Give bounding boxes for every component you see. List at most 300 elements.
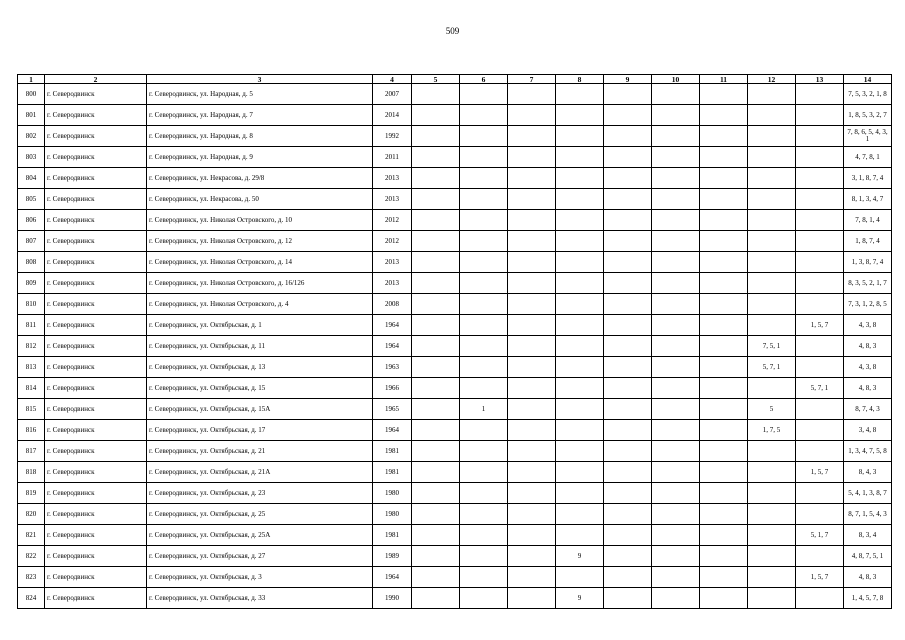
col11-cell — [700, 147, 748, 168]
col13-cell — [796, 105, 844, 126]
col13-cell — [796, 504, 844, 525]
col9-cell — [604, 252, 652, 273]
col12-cell — [748, 273, 796, 294]
table-header-row — [18, 75, 892, 84]
col14-cell: 3, 4, 8 — [844, 420, 892, 441]
settlement-cell: г. Северодвинск — [45, 441, 147, 462]
col7-cell — [508, 147, 556, 168]
row-number: 823 — [18, 567, 45, 588]
col12-cell — [748, 126, 796, 147]
column-header: 4 — [373, 75, 412, 84]
col8-cell — [556, 147, 604, 168]
col13-cell — [796, 84, 844, 105]
col9-cell — [604, 147, 652, 168]
col11-cell — [700, 231, 748, 252]
col9-cell — [604, 336, 652, 357]
address-cell: г. Северодвинск, ул. Октябрьская, д. 13 — [147, 357, 373, 378]
year-cell: 2013 — [373, 252, 412, 273]
col6-cell — [460, 567, 508, 588]
col11-cell — [700, 378, 748, 399]
col7-cell — [508, 504, 556, 525]
col7-cell — [508, 189, 556, 210]
col14-cell: 5, 4, 1, 3, 8, 7 — [844, 483, 892, 504]
year-cell: 2013 — [373, 168, 412, 189]
col6-cell — [460, 189, 508, 210]
year-cell: 2014 — [373, 105, 412, 126]
col7-cell — [508, 441, 556, 462]
address-cell: г. Северодвинск, ул. Народная, д. 8 — [147, 126, 373, 147]
col12-cell — [748, 567, 796, 588]
settlement-cell: г. Северодвинск — [45, 462, 147, 483]
col5-cell — [412, 357, 460, 378]
year-cell: 2013 — [373, 189, 412, 210]
year-cell: 1992 — [373, 126, 412, 147]
col7-cell — [508, 525, 556, 546]
address-cell: г. Северодвинск, ул. Октябрьская, д. 17 — [147, 420, 373, 441]
col6-cell — [460, 483, 508, 504]
col9-cell — [604, 525, 652, 546]
col5-cell — [412, 525, 460, 546]
col6-cell — [460, 105, 508, 126]
col11-cell — [700, 105, 748, 126]
col12-cell — [748, 210, 796, 231]
settlement-cell: г. Северодвинск — [45, 588, 147, 609]
col14-cell: 4, 8, 7, 5, 1 — [844, 546, 892, 567]
col12-cell — [748, 588, 796, 609]
table-row — [18, 378, 892, 399]
year-cell: 2011 — [373, 147, 412, 168]
col5-cell — [412, 84, 460, 105]
col7-cell — [508, 378, 556, 399]
col5-cell — [412, 315, 460, 336]
col8-cell — [556, 378, 604, 399]
table-row — [18, 126, 892, 147]
col6-cell — [460, 294, 508, 315]
col14-cell: 8, 7, 4, 3 — [844, 399, 892, 420]
col10-cell — [652, 462, 700, 483]
row-number: 824 — [18, 588, 45, 609]
col11-cell — [700, 546, 748, 567]
col9-cell — [604, 588, 652, 609]
table-row — [18, 294, 892, 315]
col14-cell: 7, 3, 1, 2, 8, 5 — [844, 294, 892, 315]
col10-cell — [652, 378, 700, 399]
col11-cell — [700, 168, 748, 189]
col8-cell — [556, 399, 604, 420]
col5-cell — [412, 147, 460, 168]
row-number: 819 — [18, 483, 45, 504]
settlement-cell: г. Северодвинск — [45, 504, 147, 525]
year-cell: 2012 — [373, 210, 412, 231]
col12-cell — [748, 189, 796, 210]
col11-cell — [700, 567, 748, 588]
settlement-cell: г. Северодвинск — [45, 483, 147, 504]
table-row — [18, 462, 892, 483]
row-number: 801 — [18, 105, 45, 126]
address-cell: г. Северодвинск, ул. Николая Островского, д. 4 — [147, 294, 373, 315]
col14-cell: 8, 3, 4 — [844, 525, 892, 546]
row-number: 805 — [18, 189, 45, 210]
col5-cell — [412, 105, 460, 126]
year-cell: 1980 — [373, 504, 412, 525]
col14-cell: 1, 8, 5, 3, 2, 7 — [844, 105, 892, 126]
col13-cell — [796, 441, 844, 462]
col11-cell — [700, 462, 748, 483]
col10-cell — [652, 294, 700, 315]
col6-cell — [460, 462, 508, 483]
col12-cell — [748, 147, 796, 168]
col8-cell — [556, 336, 604, 357]
table-row — [18, 525, 892, 546]
col10-cell — [652, 399, 700, 420]
address-cell: г. Северодвинск, ул. Октябрьская, д. 11 — [147, 336, 373, 357]
col12-cell — [748, 84, 796, 105]
row-number: 810 — [18, 294, 45, 315]
col11-cell — [700, 504, 748, 525]
col13-cell — [796, 210, 844, 231]
col10-cell — [652, 210, 700, 231]
col10-cell — [652, 168, 700, 189]
col5-cell — [412, 441, 460, 462]
settlement-cell: г. Северодвинск — [45, 210, 147, 231]
col6-cell — [460, 504, 508, 525]
col9-cell — [604, 294, 652, 315]
year-cell: 1990 — [373, 588, 412, 609]
col8-cell — [556, 231, 604, 252]
address-cell: г. Северодвинск, ул. Народная, д. 9 — [147, 147, 373, 168]
col12-cell — [748, 315, 796, 336]
row-number: 820 — [18, 504, 45, 525]
table-row — [18, 357, 892, 378]
col13-cell — [796, 357, 844, 378]
address-cell: г. Северодвинск, ул. Октябрьская, д. 27 — [147, 546, 373, 567]
col5-cell — [412, 336, 460, 357]
col9-cell — [604, 84, 652, 105]
column-header: 7 — [508, 75, 556, 84]
col5-cell — [412, 210, 460, 231]
year-cell: 2008 — [373, 294, 412, 315]
col7-cell — [508, 483, 556, 504]
col6-cell — [460, 420, 508, 441]
col11-cell — [700, 483, 748, 504]
row-number: 802 — [18, 126, 45, 147]
col9-cell — [604, 231, 652, 252]
col8-cell — [556, 189, 604, 210]
col14-cell: 4, 8, 3 — [844, 336, 892, 357]
col8-cell — [556, 462, 604, 483]
row-number: 821 — [18, 525, 45, 546]
col7-cell — [508, 231, 556, 252]
settlement-cell: г. Северодвинск — [45, 546, 147, 567]
address-cell: г. Северодвинск, ул. Некрасова, д. 29/8 — [147, 168, 373, 189]
row-number: 811 — [18, 315, 45, 336]
settlement-cell: г. Северодвинск — [45, 231, 147, 252]
col13-cell: 1, 5, 7 — [796, 315, 844, 336]
col14-cell: 1, 3, 8, 7, 4 — [844, 252, 892, 273]
year-cell: 2013 — [373, 273, 412, 294]
col5-cell — [412, 504, 460, 525]
col9-cell — [604, 189, 652, 210]
column-header: 9 — [604, 75, 652, 84]
col12-cell — [748, 252, 796, 273]
col14-cell: 4, 3, 8 — [844, 357, 892, 378]
col13-cell — [796, 231, 844, 252]
col12-cell — [748, 504, 796, 525]
col6-cell — [460, 378, 508, 399]
col14-cell: 7, 5, 3, 2, 1, 8 — [844, 84, 892, 105]
col11-cell — [700, 588, 748, 609]
col8-cell — [556, 420, 604, 441]
col12-cell — [748, 483, 796, 504]
settlement-cell: г. Северодвинск — [45, 315, 147, 336]
col6-cell — [460, 441, 508, 462]
col14-cell: 7, 8, 1, 4 — [844, 210, 892, 231]
col11-cell — [700, 294, 748, 315]
col12-cell: 5, 7, 1 — [748, 357, 796, 378]
col7-cell — [508, 210, 556, 231]
col9-cell — [604, 357, 652, 378]
settlement-cell: г. Северодвинск — [45, 147, 147, 168]
col9-cell — [604, 462, 652, 483]
address-cell: г. Северодвинск, ул. Октябрьская, д. 1 — [147, 315, 373, 336]
address-cell: г. Северодвинск, ул. Николая Островского, д. 10 — [147, 210, 373, 231]
address-cell: г. Северодвинск, ул. Народная, д. 5 — [147, 84, 373, 105]
year-cell: 1964 — [373, 567, 412, 588]
col11-cell — [700, 252, 748, 273]
year-cell: 1989 — [373, 546, 412, 567]
col10-cell — [652, 126, 700, 147]
table-row — [18, 588, 892, 609]
col13-cell — [796, 483, 844, 504]
settlement-cell: г. Северодвинск — [45, 126, 147, 147]
col13-cell: 5, 7, 1 — [796, 378, 844, 399]
col12-cell — [748, 231, 796, 252]
table-row — [18, 336, 892, 357]
table-row — [18, 483, 892, 504]
col5-cell — [412, 483, 460, 504]
col9-cell — [604, 105, 652, 126]
settlement-cell: г. Северодвинск — [45, 168, 147, 189]
column-header: 5 — [412, 75, 460, 84]
col13-cell — [796, 273, 844, 294]
col5-cell — [412, 231, 460, 252]
col11-cell — [700, 273, 748, 294]
col6-cell — [460, 336, 508, 357]
table-row — [18, 441, 892, 462]
address-cell: г. Северодвинск, ул. Октябрьская, д. 21 — [147, 441, 373, 462]
year-cell: 1966 — [373, 378, 412, 399]
col13-cell — [796, 147, 844, 168]
settlement-cell: г. Северодвинск — [45, 84, 147, 105]
col5-cell — [412, 462, 460, 483]
column-header: 10 — [652, 75, 700, 84]
year-cell: 1981 — [373, 462, 412, 483]
address-cell: г. Северодвинск, ул. Октябрьская, д. 33 — [147, 588, 373, 609]
year-cell: 1981 — [373, 525, 412, 546]
col9-cell — [604, 273, 652, 294]
col5-cell — [412, 168, 460, 189]
row-number: 808 — [18, 252, 45, 273]
col14-cell: 4, 8, 3 — [844, 567, 892, 588]
row-number: 807 — [18, 231, 45, 252]
address-cell: г. Северодвинск, ул. Николая Островского, д. 12 — [147, 231, 373, 252]
col10-cell — [652, 525, 700, 546]
col14-cell: 1, 8, 7, 4 — [844, 231, 892, 252]
col6-cell — [460, 147, 508, 168]
col10-cell — [652, 588, 700, 609]
col10-cell — [652, 84, 700, 105]
row-number: 800 — [18, 84, 45, 105]
col12-cell — [748, 294, 796, 315]
col6-cell — [460, 126, 508, 147]
col6-cell — [460, 273, 508, 294]
col10-cell — [652, 147, 700, 168]
col10-cell — [652, 315, 700, 336]
col6-cell — [460, 546, 508, 567]
col8-cell — [556, 357, 604, 378]
settlement-cell: г. Северодвинск — [45, 273, 147, 294]
table-row — [18, 420, 892, 441]
col5-cell — [412, 588, 460, 609]
col13-cell: 1, 5, 7 — [796, 462, 844, 483]
col10-cell — [652, 189, 700, 210]
col13-cell — [796, 126, 844, 147]
address-cell: г. Северодвинск, ул. Некрасова, д. 50 — [147, 189, 373, 210]
col6-cell — [460, 588, 508, 609]
col6-cell — [460, 210, 508, 231]
row-number: 806 — [18, 210, 45, 231]
col7-cell — [508, 588, 556, 609]
col9-cell — [604, 315, 652, 336]
col14-cell: 4, 7, 8, 1 — [844, 147, 892, 168]
col14-cell: 1, 4, 5, 7, 8 — [844, 588, 892, 609]
col9-cell — [604, 420, 652, 441]
settlement-cell: г. Северодвинск — [45, 252, 147, 273]
settlement-cell: г. Северодвинск — [45, 336, 147, 357]
col12-cell: 5 — [748, 399, 796, 420]
table-row — [18, 252, 892, 273]
col14-cell: 4, 3, 8 — [844, 315, 892, 336]
col5-cell — [412, 252, 460, 273]
col9-cell — [604, 483, 652, 504]
settlement-cell: г. Северодвинск — [45, 357, 147, 378]
col12-cell — [748, 546, 796, 567]
year-cell: 1964 — [373, 336, 412, 357]
table-row — [18, 168, 892, 189]
col10-cell — [652, 231, 700, 252]
col7-cell — [508, 273, 556, 294]
col8-cell — [556, 210, 604, 231]
settlement-cell: г. Северодвинск — [45, 189, 147, 210]
col12-cell — [748, 441, 796, 462]
address-cell: г. Северодвинск, ул. Николая Островского, д. 16/126 — [147, 273, 373, 294]
col8-cell — [556, 315, 604, 336]
table-row — [18, 273, 892, 294]
col14-cell: 8, 4, 3 — [844, 462, 892, 483]
col14-cell: 3, 1, 8, 7, 4 — [844, 168, 892, 189]
col14-cell: 8, 3, 5, 2, 1, 7 — [844, 273, 892, 294]
col5-cell — [412, 294, 460, 315]
address-cell: г. Северодвинск, ул. Октябрьская, д. 25 — [147, 504, 373, 525]
col10-cell — [652, 504, 700, 525]
col8-cell — [556, 294, 604, 315]
col5-cell — [412, 420, 460, 441]
col10-cell — [652, 483, 700, 504]
col14-cell: 7, 8, 6, 5, 4, 3, 1 — [844, 126, 892, 147]
year-cell: 1965 — [373, 399, 412, 420]
settlement-cell: г. Северодвинск — [45, 105, 147, 126]
table-row — [18, 84, 892, 105]
address-cell: г. Северодвинск, ул. Николая Островского, д. 14 — [147, 252, 373, 273]
col8-cell — [556, 504, 604, 525]
col10-cell — [652, 273, 700, 294]
address-cell: г. Северодвинск, ул. Октябрьская, д. 3 — [147, 567, 373, 588]
col13-cell — [796, 588, 844, 609]
row-number: 816 — [18, 420, 45, 441]
col7-cell — [508, 399, 556, 420]
year-cell: 1964 — [373, 420, 412, 441]
col8-cell — [556, 105, 604, 126]
col11-cell — [700, 315, 748, 336]
col7-cell — [508, 84, 556, 105]
address-cell: г. Северодвинск, ул. Октябрьская, д. 15А — [147, 399, 373, 420]
row-number: 814 — [18, 378, 45, 399]
col9-cell — [604, 126, 652, 147]
col13-cell: 1, 5, 7 — [796, 567, 844, 588]
col7-cell — [508, 546, 556, 567]
col13-cell — [796, 546, 844, 567]
col8-cell — [556, 273, 604, 294]
col9-cell — [604, 567, 652, 588]
table-row — [18, 504, 892, 525]
col6-cell — [460, 84, 508, 105]
row-number: 818 — [18, 462, 45, 483]
column-header: 14 — [844, 75, 892, 84]
col9-cell — [604, 504, 652, 525]
settlement-cell: г. Северодвинск — [45, 420, 147, 441]
col7-cell — [508, 315, 556, 336]
settlement-cell: г. Северодвинск — [45, 378, 147, 399]
row-number: 822 — [18, 546, 45, 567]
column-header: 13 — [796, 75, 844, 84]
column-header: 2 — [45, 75, 147, 84]
settlement-cell: г. Северодвинск — [45, 567, 147, 588]
col7-cell — [508, 168, 556, 189]
col9-cell — [604, 546, 652, 567]
col6-cell — [460, 525, 508, 546]
col11-cell — [700, 84, 748, 105]
col13-cell — [796, 189, 844, 210]
col8-cell — [556, 525, 604, 546]
col11-cell — [700, 189, 748, 210]
settlement-cell: г. Северодвинск — [45, 399, 147, 420]
col12-cell: 7, 5, 1 — [748, 336, 796, 357]
address-cell: г. Северодвинск, ул. Октябрьская, д. 25А — [147, 525, 373, 546]
col5-cell — [412, 126, 460, 147]
column-header: 12 — [748, 75, 796, 84]
row-number: 803 — [18, 147, 45, 168]
row-number: 812 — [18, 336, 45, 357]
col7-cell — [508, 126, 556, 147]
col13-cell — [796, 252, 844, 273]
col5-cell — [412, 273, 460, 294]
year-cell: 1981 — [373, 441, 412, 462]
col7-cell — [508, 252, 556, 273]
col9-cell — [604, 210, 652, 231]
col5-cell — [412, 399, 460, 420]
col7-cell — [508, 462, 556, 483]
col7-cell — [508, 294, 556, 315]
